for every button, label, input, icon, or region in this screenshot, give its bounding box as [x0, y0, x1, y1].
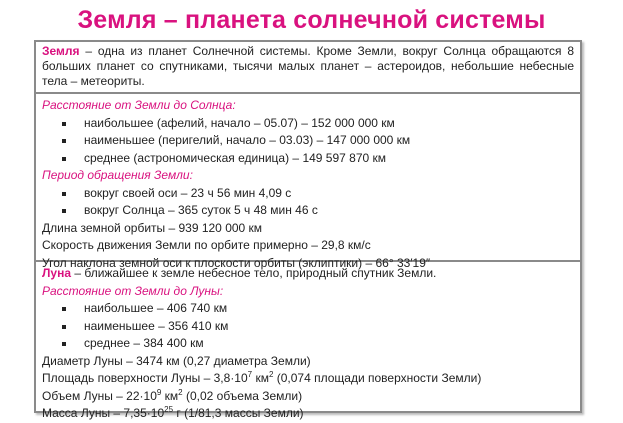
bullet-icon — [62, 325, 66, 329]
moon-distance-heading: Расстояние от Земли до Луны: — [42, 283, 224, 298]
moon-term: Луна — [42, 266, 72, 280]
page-title: Земля – планета солнечной системы — [77, 6, 546, 34]
list-item: вокруг своей оси – 23 ч 56 мин 4,09 с — [42, 185, 574, 203]
moon-facts-section — [36, 262, 580, 420]
moon-mass: Масса Луны – $7,35\cdot 10^{25}$ г (1/81,3 массы Земли) — [42, 405, 304, 420]
bullet-icon — [62, 139, 66, 143]
bullet-icon — [62, 157, 66, 161]
earth-orbit-speed: Скорость движения Земли по орбите примерно – 29,8 км/с — [42, 238, 371, 252]
moon-diameter: Диаметр Луны – 3474 км (0,27 диаметра Земли) — [42, 353, 311, 368]
earth-term: Земля — [42, 44, 80, 58]
bullet-icon — [62, 192, 66, 196]
earth-axis-tilt: Угол наклона земной оси к плоскости орбиты (эклиптики) – 66° 33′19″ — [42, 255, 431, 270]
earth-orbit-length: Длина земной орбиты – 939 120 000 км — [42, 220, 263, 235]
moon-intro-text: – ближайшее к земле небесное тело, природный спутник Земли. — [71, 266, 437, 280]
earth-distance-heading: Расстояние от Земли до Солнца: — [42, 98, 236, 112]
facts-table — [34, 40, 582, 420]
list-item: наименьшее (перигелий, начало – 03.03) – 147 000 000 км — [42, 132, 574, 150]
moon-area: Площадь поверхности Луны – $3,8\cdot 10^7$ $км^2$ (0,074 площади поверхности Земли) — [42, 370, 482, 385]
moon-intro — [42, 262, 574, 283]
earth-period-heading: Период обращения Земли: — [42, 168, 193, 182]
earth-intro-section — [36, 42, 580, 94]
list-item: наибольшее – 406 740 км — [42, 300, 574, 318]
list-item: наименьшее – 356 410 км — [42, 318, 574, 336]
list-item: наибольшее (афелий, начало – 05.07) – 152 000 000 км — [42, 115, 574, 133]
earth-intro-text: – одна из планет Солнечной системы. Кроме Земли, вокруг Солнца обращаются 8 больших планет со спутниками, тысячи малых планет – астероидов, небольшие небесные тела – метеориты. — [42, 44, 574, 88]
list-item: среднее – 384 400 км — [42, 335, 574, 353]
earth-facts-section — [36, 94, 580, 270]
bullet-icon — [62, 342, 66, 346]
bullet-icon — [62, 209, 66, 213]
list-item: среднее (астрономическая единица) – 149 597 870 км — [42, 150, 574, 168]
bullet-icon — [62, 122, 66, 126]
list-item: вокруг Солнца – 365 суток 5 ч 48 мин 46 с — [42, 202, 574, 220]
moon-volume: Объем Луны – $22\cdot 10^9$ $км^2$ (0,02 объема Земли) — [42, 387, 303, 403]
earth-intro — [42, 42, 574, 89]
bullet-icon — [62, 307, 66, 311]
